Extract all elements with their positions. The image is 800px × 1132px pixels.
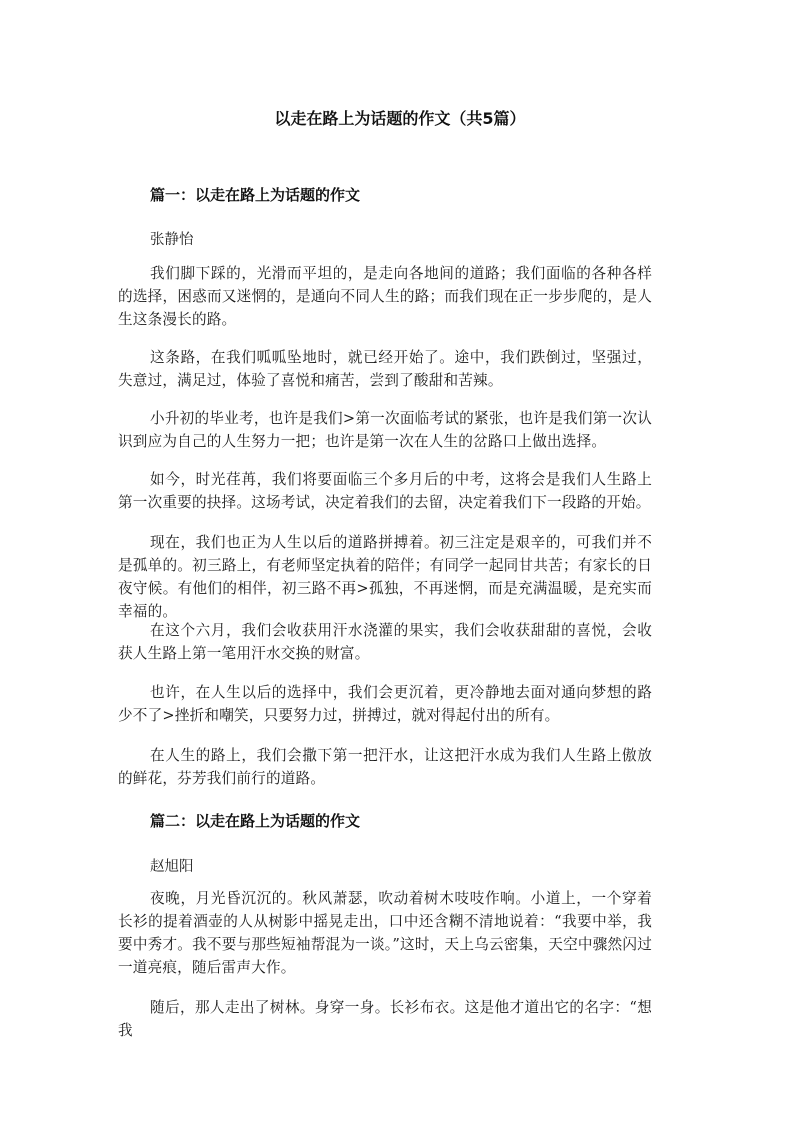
section-1-heading: 篇一：以走在路上为话题的作文	[150, 186, 361, 204]
paragraph: 现在，我们也正为人生以后的道路拼搏着。初三注定是艰辛的，可我们并不是孤单的。初三路上，有老师坚定执着的陪伴；有同学一起同甘共苦；有家长的日夜守候。有他们的相伴，初三路不再>孤独，不再迷惘，而是充满温暖，是充实而幸福的。	[118, 534, 652, 620]
paragraph: 如今，时光荏苒，我们将要面临三个多月后的中考，这将会是我们人生路上第一次重要的抉择。这场考试，决定着我们的去留，决定着我们下一段路的开始。	[118, 471, 652, 511]
paragraph: 我们脚下踩的，光滑而平坦的，是走向各地间的道路；我们面临的各种各样的选择，困惑而又迷惘的，是通向不同人生的路；而我们现在正一步步爬的，是人生这条漫长的路。	[118, 265, 652, 328]
paragraph: 随后，那人走出了树林。身穿一身。长衫布衣。这是他才道出它的名字：“想我	[118, 999, 652, 1039]
section-1-author: 张静怡	[150, 232, 194, 248]
section-2-heading: 篇二：以走在路上为话题的作文	[150, 812, 361, 830]
paragraph: 在这个六月，我们会收获用汗水浇灌的果实，我们会收获甜甜的喜悦，会收获人生路上第一笔用汗水交换的财富。	[118, 622, 652, 662]
paragraph: 在人生的路上，我们会撒下第一把汗水，让这把汗水成为我们人生路上傲放的鲜花，芬芳我们前行的道路。	[118, 747, 652, 787]
paragraph: 这条路，在我们呱呱坠地时，就已经开始了。途中，我们跌倒过，坚强过，失意过，满足过，体验了喜悦和痛苦，尝到了酸甜和苦辣。	[118, 349, 652, 389]
document-title: 以走在路上为话题的作文（共5篇）	[274, 109, 526, 128]
section-2-author: 赵旭阳	[150, 859, 194, 875]
paragraph: 小升初的毕业考，也许是我们>第一次面临考试的紧张，也许是我们第一次认识到应为自己的人生努力一把；也许是第一次在人生的岔路口上做出选择。	[118, 410, 652, 450]
paragraph: 也许，在人生以后的选择中，我们会更沉着，更冷静地去面对通向梦想的路少不了>挫折和嘲笑，只要努力过，拼搏过，就对得起付出的所有。	[118, 684, 652, 724]
paragraph: 夜晚，月光昏沉沉的。秋风萧瑟，吹动着树木吱吱作响。小道上，一个穿着长衫的提着酒壶的人从树影中摇晃走出，口中还含糊不清地说着：“我要中举，我要中秀才。我不要与那些短袖帮混为一谈。”这时，天上乌云密集，天空中骤然闪过一道亮痕，随后雷声大作。	[118, 890, 652, 976]
